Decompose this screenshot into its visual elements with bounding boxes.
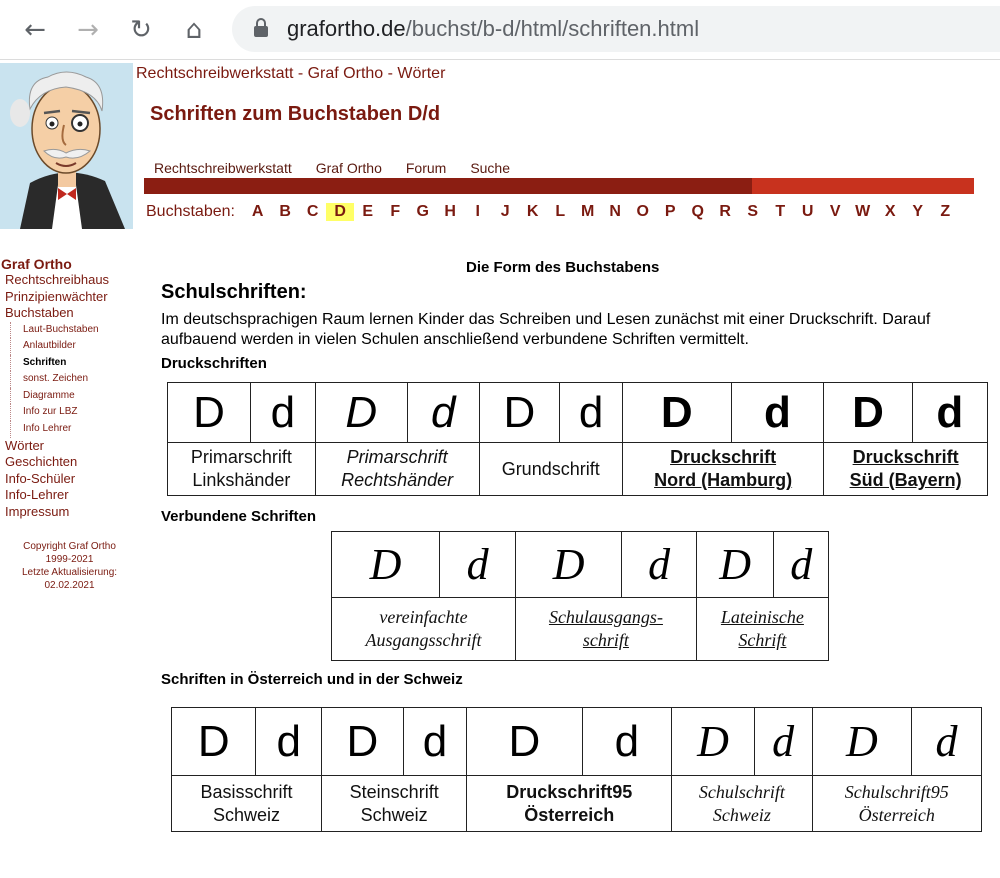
- sidebar-subitem-2[interactable]: Schriften: [10, 355, 135, 372]
- copyright-copyright: Copyright Graf Ortho: [23, 541, 116, 553]
- glyph-cell: [407, 383, 479, 443]
- druckschriften-heading: Druckschriften: [161, 355, 267, 372]
- copyright-updated-label: Letzte Aktualisierung:: [21, 567, 118, 579]
- glyph-cell: [824, 383, 912, 443]
- font-region: Schrift: [738, 630, 787, 650]
- glyph-upper: D: [719, 539, 752, 589]
- letter-link-s[interactable]: S: [747, 203, 759, 220]
- caption-cell: [332, 598, 516, 661]
- sidebar-subitem-4[interactable]: Diagramme: [10, 388, 135, 405]
- oesterreich-schweiz-table: [171, 707, 982, 832]
- verbundene-heading: Verbundene Schriften: [161, 508, 317, 525]
- glyph-cell: [622, 383, 731, 443]
- forward-arrow-icon[interactable]: →: [77, 15, 99, 45]
- glyph-lower: d: [648, 539, 671, 589]
- font-region: Süd (Bayern): [849, 470, 962, 490]
- letter-link-t[interactable]: T: [775, 203, 786, 220]
- glyph-cell: [516, 532, 622, 598]
- font-region: Ausgangsschrift: [365, 630, 482, 650]
- font-name: vereinfachte: [379, 607, 468, 627]
- glyph-upper: D: [697, 716, 729, 766]
- glyph-cell: [754, 708, 812, 776]
- font-name: Schulschrift95: [844, 781, 949, 802]
- letter-link-k[interactable]: K: [526, 203, 539, 220]
- letter-link-j[interactable]: J: [500, 203, 510, 220]
- letter-link-e[interactable]: E: [362, 203, 374, 220]
- sidebar-subitem-5[interactable]: Info zur LBZ: [10, 404, 135, 421]
- letter-link-h[interactable]: H: [444, 203, 456, 220]
- druckschriften-table: [167, 382, 988, 496]
- letter-link-u[interactable]: U: [801, 203, 814, 220]
- copyright-block: [0, 540, 135, 592]
- glyph-upper: D: [852, 387, 884, 437]
- letter-link-n[interactable]: N: [609, 203, 621, 220]
- caption-row: [172, 776, 982, 832]
- sidebar-subitem-0[interactable]: Laut-Buchstaben: [10, 322, 135, 339]
- glyph-cell: [696, 532, 774, 598]
- glyph-upper: D: [193, 387, 225, 437]
- glyph-cell: [172, 708, 256, 776]
- letter-navigation: [146, 203, 959, 221]
- caption-cell: [172, 776, 322, 832]
- nav-link-graf-ortho[interactable]: Graf Ortho: [315, 160, 382, 176]
- glyph-cell: [315, 383, 407, 443]
- glyph-lower: d: [466, 539, 489, 589]
- font-name: Primarschrift: [190, 447, 292, 467]
- letter-link-i[interactable]: I: [475, 203, 480, 220]
- oesterreich-schweiz-heading: Schriften in Österreich und in der Schweiz: [161, 671, 463, 688]
- caption-cell: [516, 598, 697, 661]
- font-name: Lateinische: [720, 607, 804, 627]
- intro-text: Im deutschsprachigen Raum lernen Kinder das Schreiben und Lesen zunächst mit einer Druckschrift. Darauf aufbauend werden in vielen Schulen anschließend verbundene Schriften vermittelt.: [161, 311, 931, 348]
- font-region: Schweiz: [360, 804, 428, 825]
- glyph-cell: [812, 708, 912, 776]
- letter-link-b[interactable]: B: [279, 203, 291, 220]
- glyph-cell: [912, 383, 987, 443]
- glyph-upper: D: [346, 716, 379, 766]
- font-region: Rechtshänder: [341, 470, 454, 490]
- glyph-lower: d: [430, 387, 456, 437]
- nav-link-forum[interactable]: Forum: [405, 160, 447, 176]
- sidebar-subitem-6[interactable]: Info Lehrer: [10, 421, 135, 438]
- font-region: Österreich: [524, 804, 615, 825]
- font-name: Schulschrift: [698, 781, 785, 802]
- letter-link-p[interactable]: P: [664, 203, 676, 220]
- sidebar-item-0[interactable]: Rechtschreibhaus: [5, 272, 110, 287]
- font-name: Schulausgangs-: [548, 607, 663, 627]
- caption-row: [168, 443, 988, 496]
- sidebar-item-1[interactable]: Prinzipienwächter: [5, 288, 108, 304]
- sidebar-item-bottom-3[interactable]: Info-Lehrer: [5, 487, 69, 503]
- font-region: Schweiz: [712, 804, 771, 825]
- glyph-lower: d: [578, 387, 604, 437]
- letter-link-o[interactable]: O: [636, 203, 649, 220]
- letter-link-f[interactable]: F: [390, 203, 401, 220]
- glyph-cell: [622, 532, 697, 598]
- letter-link-d[interactable]: D: [326, 203, 354, 221]
- font-region: Linkshänder: [192, 470, 291, 490]
- letter-link-c[interactable]: C: [306, 203, 319, 220]
- caption-cell: [824, 443, 988, 496]
- url-text: grafortho.de/buchst/b-d/html/schriften.html: [287, 16, 700, 41]
- glyph-row: [332, 532, 829, 598]
- font-name: Druckschrift: [852, 447, 959, 467]
- web-page: [0, 61, 1000, 878]
- glyph-lower: d: [772, 716, 795, 766]
- back-arrow-icon[interactable]: ←: [24, 15, 46, 45]
- sidebar-item-bottom-4[interactable]: Impressum: [5, 503, 70, 519]
- glyph-lower: d: [764, 387, 791, 437]
- glyph-cell: [912, 708, 982, 776]
- address-bar[interactable]: [232, 6, 1000, 52]
- section-heading: Die Form des Buchstabens: [466, 259, 660, 276]
- nav-link-suche[interactable]: Suche: [470, 160, 511, 176]
- glyph-cell: [440, 532, 516, 598]
- font-region: Nord (Hamburg): [654, 470, 793, 490]
- font-name: Druckschrift: [670, 447, 777, 467]
- lock-icon: [254, 18, 268, 38]
- caption-cell: [622, 443, 823, 496]
- font-region: Österreich: [858, 804, 935, 825]
- glyph-cell: [332, 532, 440, 598]
- glyph-row: [168, 383, 988, 443]
- font-name: Primarschrift: [346, 447, 448, 467]
- glyph-cell: [582, 708, 672, 776]
- glyph-cell: [479, 383, 560, 443]
- caption-cell: [467, 776, 672, 832]
- letter-link-y[interactable]: Y: [912, 203, 924, 220]
- sidebar: [0, 256, 135, 592]
- letters-label: Buchstaben:: [146, 203, 235, 220]
- glyph-cell: [322, 708, 404, 776]
- copyright-years: 1999-2021: [45, 554, 94, 566]
- schulschriften-heading: Schulschriften:: [161, 281, 307, 303]
- glyph-cell: [251, 383, 316, 443]
- home-icon[interactable]: ⌂: [185, 15, 203, 45]
- letter-link-w[interactable]: W: [855, 203, 871, 220]
- letter-link-m[interactable]: M: [581, 203, 595, 220]
- font-name: Grundschrift: [501, 458, 600, 479]
- caption-cell: [672, 776, 812, 832]
- letter-link-r[interactable]: R: [719, 203, 731, 220]
- sidebar-item-bottom-1[interactable]: Geschichten: [5, 454, 78, 470]
- sidebar-item-bottom-2[interactable]: Info-Schüler: [5, 470, 76, 486]
- font-name: Basisschrift: [200, 781, 293, 802]
- sidebar-item-bottom-0[interactable]: Wörter: [5, 437, 44, 453]
- letter-link-z[interactable]: Z: [940, 203, 951, 220]
- site-breadcrumb[interactable]: Rechtschreibwerkstatt - Graf Ortho - Wörter: [136, 65, 446, 82]
- glyph-cell: [467, 708, 582, 776]
- reload-icon[interactable]: ↻: [130, 15, 152, 45]
- glyph-cell: [256, 708, 322, 776]
- sidebar-item-2[interactable]: Buchstaben: [5, 305, 74, 320]
- caption-cell: [696, 598, 828, 661]
- glyph-lower: d: [422, 716, 448, 766]
- glyph-lower: d: [276, 716, 301, 766]
- glyph-upper: D: [369, 539, 402, 589]
- glyph-lower: d: [790, 539, 813, 589]
- glyph-cell: [403, 708, 467, 776]
- font-region: Schweiz: [213, 804, 281, 825]
- glyph-upper: D: [660, 387, 693, 437]
- caption-cell: [168, 443, 316, 496]
- glyph-lower: d: [935, 716, 958, 766]
- top-navigation: [154, 160, 510, 176]
- font-name: Druckschrift95: [506, 781, 633, 802]
- letter-link-x[interactable]: X: [884, 203, 896, 220]
- nav-link-rechtschreibwerkstatt[interactable]: Rechtschreibwerkstatt: [154, 160, 292, 176]
- sidebar-title[interactable]: Graf Ortho: [1, 256, 72, 272]
- nav-divider-bar: [144, 178, 974, 194]
- glyph-cell: [168, 383, 251, 443]
- font-name: Steinschrift: [349, 781, 439, 802]
- caption-cell: [315, 443, 479, 496]
- graf-ortho-avatar: [0, 63, 133, 229]
- glyph-upper: D: [508, 716, 541, 766]
- glyph-upper: D: [845, 716, 878, 766]
- letter-link-l[interactable]: L: [555, 203, 566, 220]
- glyph-lower: d: [270, 387, 296, 437]
- glyph-cell: [560, 383, 623, 443]
- font-region: schrift: [582, 630, 629, 650]
- glyph-upper: D: [503, 387, 536, 437]
- browser-toolbar: [0, 0, 1000, 60]
- glyph-upper: D: [552, 539, 585, 589]
- glyph-upper: D: [345, 387, 378, 437]
- letter-link-q[interactable]: Q: [691, 203, 704, 220]
- sidebar-subitem-3[interactable]: sonst. Zeichen: [10, 371, 135, 388]
- copyright-updated-date: 02.02.2021: [44, 580, 95, 592]
- page-title: Schriften zum Buchstaben D/d: [150, 103, 441, 125]
- glyph-row: [172, 708, 982, 776]
- glyph-lower: d: [614, 716, 640, 766]
- letter-link-v[interactable]: V: [829, 203, 841, 220]
- caption-cell: [322, 776, 467, 832]
- glyph-cell: [672, 708, 754, 776]
- letter-link-a[interactable]: A: [251, 203, 264, 220]
- glyph-upper: D: [197, 716, 230, 766]
- letter-link-g[interactable]: G: [416, 203, 429, 220]
- caption-cell: [479, 443, 622, 496]
- sidebar-subitem-1[interactable]: Anlautbilder: [10, 338, 135, 355]
- glyph-cell: [774, 532, 829, 598]
- caption-cell: [812, 776, 981, 832]
- verbundene-table: [331, 531, 829, 661]
- glyph-cell: [731, 383, 824, 443]
- glyph-lower: d: [936, 387, 964, 437]
- caption-row: [332, 598, 829, 661]
